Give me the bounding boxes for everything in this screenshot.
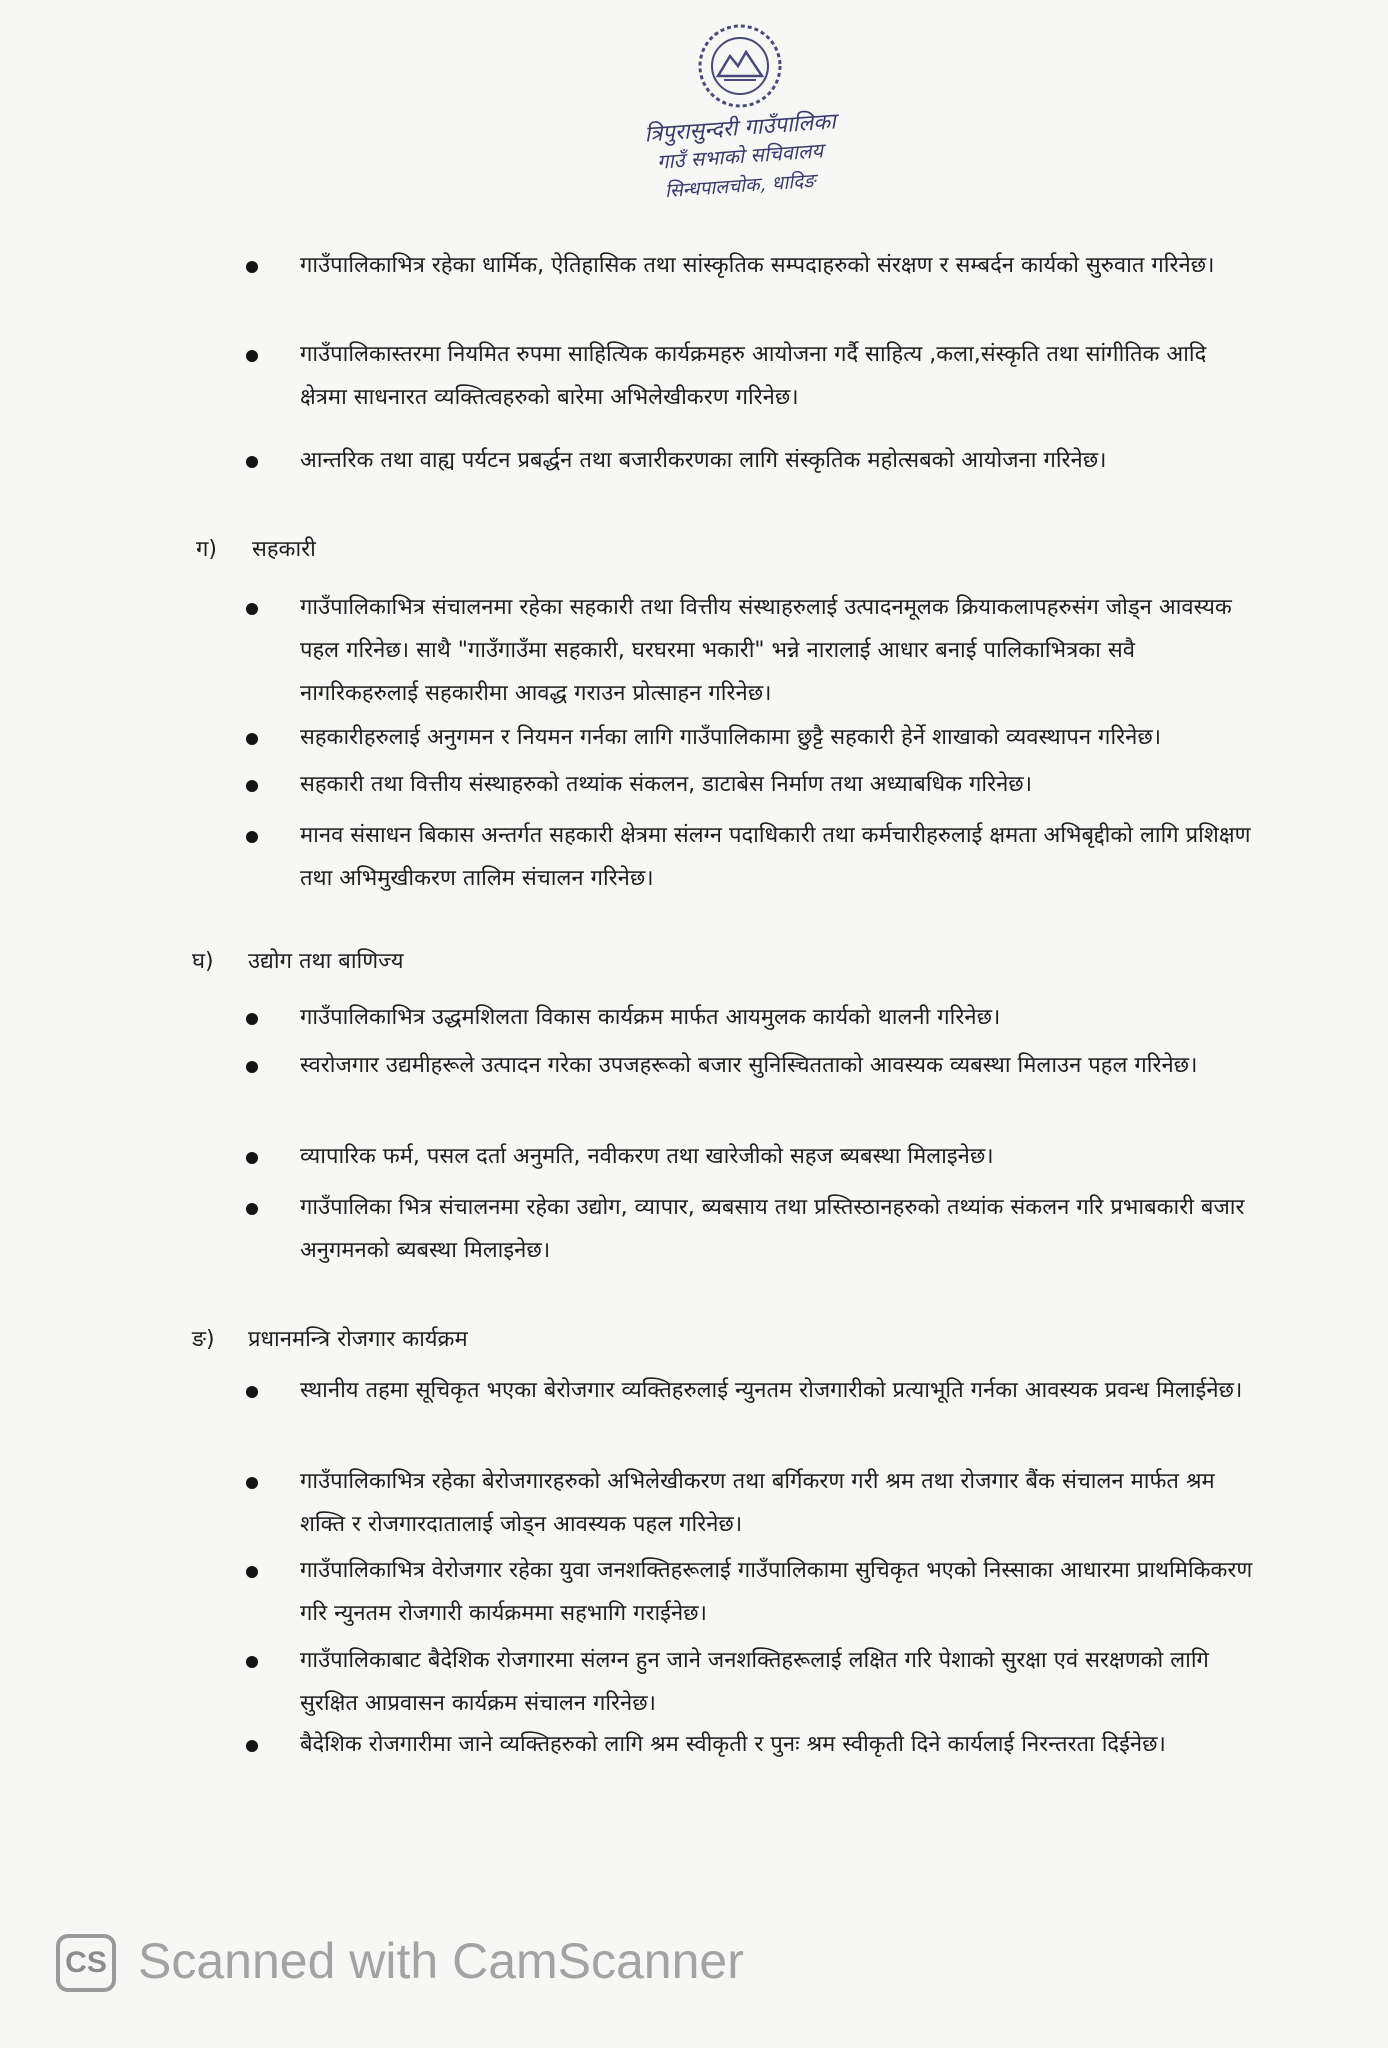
stamp-line-1: त्रिपुरासुन्दरी गाउँपालिका: [643, 109, 837, 148]
section-title: सहकारी: [252, 537, 316, 562]
bullet-icon: [246, 1386, 258, 1398]
list-item: स्थानीय तहमा सूचिकृत भएका बेरोजगार व्यक्तिहरुलाई न्युनतम रोजगारीको प्रत्याभूति गर्नका आवस्यक प्रवन्ध मिलाईनेछ।: [300, 1378, 1243, 1403]
bullet-icon: [246, 1152, 258, 1164]
bullet-icon: [246, 603, 258, 615]
bullet-icon: [246, 1740, 258, 1752]
list-item: गाउँपालिका भित्र संचालनमा रहेका उद्योग, व्यापार, ब्यबसाय तथा प्रस्तिस्ठानहरुको तथ्यांक संकलन गरि प्रभाबकारी बजार अनुगमनको ब्यबस्था मिलाइनेछ।: [300, 1195, 1245, 1263]
list-item: सहकारीहरुलाई अनुगमन र नियमन गर्नका लागि गाउँपालिकामा छुट्टै सहकारी हेर्ने शाखाको व्यवस्थापन गरिनेछ।: [300, 725, 1162, 750]
camscanner-watermark: [56, 1928, 776, 1998]
section-title: प्रधानमन्त्रि रोजगार कार्यक्रम: [248, 1327, 468, 1352]
list-item: सहकारी तथा वित्तीय संस्थाहरुको तथ्यांक संकलन, डाटाबेस निर्माण तथा अध्याबधिक गरिनेछ।: [300, 772, 1033, 797]
stamp-line-2: गाउँ सभाको सचिवालय: [656, 138, 824, 174]
list-item: व्यापारिक फर्म, पसल दर्ता अनुमति, नवीकरण तथा खारेजीको सहज ब्यबस्था मिलाइनेछ।: [300, 1144, 994, 1169]
section-mark: ङ): [192, 1327, 215, 1352]
bullet-icon: [246, 1013, 258, 1025]
stamp-line-3: सिन्धपालचोक, धादिङ: [664, 169, 816, 203]
bullet-icon: [246, 733, 258, 745]
list-item: स्वरोजगार उद्यमीहरूले उत्पादन गरेका उपजहरूको बजार सुनिस्चितताको आवस्यक व्यबस्था मिलाउन पहल गरिनेछ।: [300, 1053, 1198, 1078]
bullet-icon: [246, 780, 258, 792]
section-title: उद्योग तथा बाणिज्य: [248, 949, 404, 974]
list-item: गाउँपालिकाभित्र वेरोजगार रहेका युवा जनशक्तिहरूलाई गाउँपालिकामा सुचिकृत भएको निस्साका आधारमा प्राथमिकिकरण गरि न्युनतम रोजगारी कार्यक्रममा सहभागि गराईनेछ।: [300, 1558, 1253, 1626]
bullet-icon: [246, 456, 258, 468]
bullet-icon: [246, 1656, 258, 1668]
section-mark: ग): [196, 537, 217, 562]
bullet-icon: [246, 831, 258, 843]
office-stamp: [640, 18, 840, 203]
bullet-icon: [246, 1477, 258, 1489]
camscanner-logo: CS: [56, 1934, 116, 1992]
list-item: आन्तरिक तथा वाह्य पर्यटन प्रबर्द्धन तथा बजारीकरणका लागि संस्कृतिक महोत्सबको आयोजना गरिनेछ।: [300, 448, 1107, 473]
list-item: मानव संसाधन बिकास अन्तर्गत सहकारी क्षेत्रमा संलग्न पदाधिकारी तथा कर्मचारीहरुलाई क्षमता अभिबृद्दीको लागि प्रशिक्षण तथा अभिमुखीकरण तालिम संचालन गरिनेछ।: [300, 823, 1251, 891]
camscanner-label: Scanned with CamScanner: [138, 1933, 744, 1989]
list-item: गाउँपालिकास्तरमा नियमित रुपमा साहित्यिक कार्यक्रमहरु आयोजना गर्दै साहित्य ,कला,संस्कृति तथा सांगीतिक आदि क्षेत्रमा साधनारत व्यक्तित्वहरुको बारेमा अभिलेखीकरण गरिनेछ।: [300, 342, 1207, 410]
section-heading-cooperative: [196, 530, 316, 570]
list-item: गाउँपालिकाभित्र रहेका धार्मिक, ऐतिहासिक तथा सांस्कृतिक सम्पदाहरुको संरक्षण र सम्बर्दन कार्यको सुरुवात गरिनेछ।: [300, 253, 1215, 278]
section-heading-industry: [192, 942, 404, 982]
emblem-icon: [680, 18, 800, 114]
bullet-icon: [246, 1566, 258, 1578]
bullet-icon: [246, 261, 258, 273]
list-item: गाउँपालिकाभित्र संचालनमा रहेका सहकारी तथा वित्तीय संस्थाहरुलाई उत्पादनमूलक क्रियाकलापहरुसंग जोड्न आवस्यक पहल गरिनेछ। साथै "गाउँगाउँमा सहकारी, घरघरमा भकारी" भन्ने नारालाई आधार बनाई पालिकाभित्रका सवै नागरिकहरुलाई सहकारीमा आवद्ध गराउन प्रोत्साहन गरिनेछ।: [300, 595, 1232, 706]
bullet-icon: [246, 350, 258, 362]
bullet-icon: [246, 1061, 258, 1073]
section-mark: घ): [192, 949, 214, 974]
list-item: बैदेशिक रोजगारीमा जाने व्यक्तिहरुको लागि श्रम स्वीकृती र पुनः श्रम स्वीकृती दिने कार्यलाई निरन्तरता दिईनेछ।: [300, 1732, 1166, 1757]
list-item: गाउँपालिकाभित्र रहेका बेरोजगारहरुको अभिलेखीकरण तथा बर्गिकरण गरी श्रम तथा रोजगार बैंक संचालन मार्फत श्रम शक्ति र रोजगारदातालाई जोड्न आवस्यक पहल गरिनेछ।: [300, 1469, 1215, 1537]
section-heading-employment: [192, 1320, 468, 1360]
list-item: गाउँपालिकाभित्र उद्धमशिलता विकास कार्यक्रम मार्फत आयमुलक कार्यको थालनी गरिनेछ।: [300, 1005, 1001, 1030]
list-item: गाउँपालिकाबाट बैदेशिक रोजगारमा संलग्न हुन जाने जनशक्तिहरूलाई लक्षित गरि पेशाको सुरक्षा एवं सरक्षणको लागि सुरक्षित आप्रवासन कार्यक्रम संचालन गरिनेछ।: [300, 1648, 1209, 1716]
bullet-icon: [246, 1203, 258, 1215]
